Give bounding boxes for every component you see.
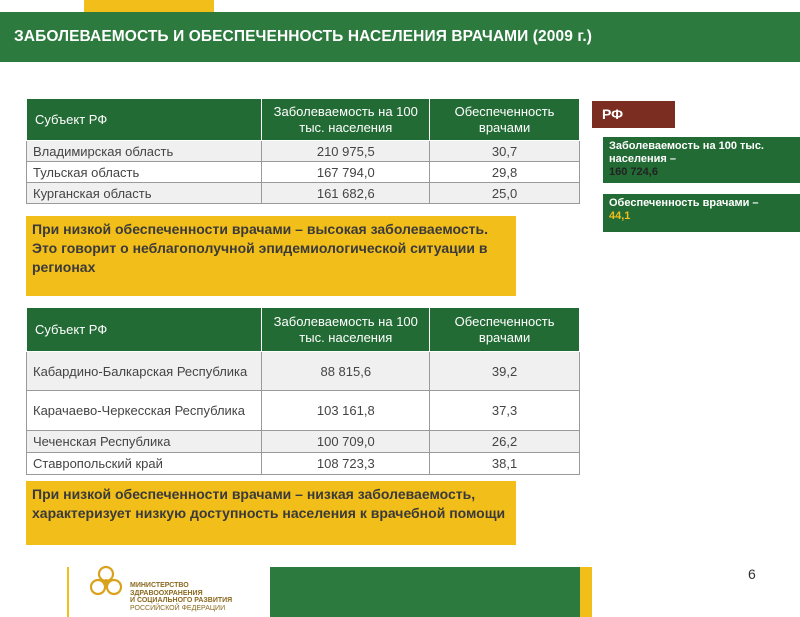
rf-morbidity-box (603, 137, 800, 183)
cell-provision: 39,2 (430, 352, 580, 391)
cell-subject: Кабардино-Балкарская Республика (27, 352, 262, 391)
top-decor-yellow (84, 0, 214, 12)
ministry-logo-icon (86, 565, 126, 599)
cell-provision: 30,7 (430, 141, 580, 162)
rf-label: РФ (592, 101, 675, 128)
conclusion-note-high: При низкой обеспеченности врачами – высокая заболеваемость. Это говорит о неблагополучной эпидемиологической ситуации в регионах (26, 216, 516, 296)
cell-subject: Ставропольский край (27, 453, 262, 475)
table-row (27, 391, 580, 431)
cell-subject: Карачаево-Черкесская Республика (27, 391, 262, 431)
table-high-morbidity (26, 98, 580, 204)
header-provision: Обеспеченность врачами (430, 99, 580, 141)
cell-morbidity: 167 794,0 (262, 162, 430, 183)
table-row (27, 352, 580, 391)
cell-morbidity: 161 682,6 (262, 183, 430, 204)
cell-provision: 25,0 (430, 183, 580, 204)
table-row (27, 453, 580, 475)
header-subject: Субъект РФ (27, 308, 262, 352)
rf-provision-value: 44,1 (609, 210, 631, 222)
table-row (27, 431, 580, 453)
title-bar (0, 12, 800, 62)
rf-morbidity-label: Заболеваемость на 100 тыс. населения – (609, 140, 764, 165)
table-row (27, 162, 580, 183)
cell-subject: Владимирская область (27, 141, 262, 162)
header-morbidity: Заболеваемость на 100 тыс. населения (262, 99, 430, 141)
cell-morbidity: 88 815,6 (262, 352, 430, 391)
footer-bar-yellow (580, 567, 592, 617)
cell-provision: 26,2 (430, 431, 580, 453)
conclusion-note-low: При низкой обеспеченности врачами – низкая заболеваемость, характеризует низкую доступность населения к врачебной помощи (26, 481, 516, 545)
slide-title: ЗАБОЛЕВАЕМОСТЬ И ОБЕСПЕЧЕННОСТЬ НАСЕЛЕНИЯ ВРАЧАМИ (2009 г.) (14, 28, 592, 45)
footer-bar-green (270, 567, 580, 617)
rf-morbidity-value: 160 724,6 (609, 166, 658, 178)
header-subject: Субъект РФ (27, 99, 262, 141)
table-header-row (27, 308, 580, 352)
footer-divider (67, 567, 69, 617)
cell-subject: Чеченская Республика (27, 431, 262, 453)
table-low-morbidity (26, 307, 580, 475)
header-morbidity: Заболеваемость на 100 тыс. населения (262, 308, 430, 352)
table-header-row (27, 99, 580, 141)
rf-provision-box (603, 194, 800, 232)
cell-subject: Курганская область (27, 183, 262, 204)
cell-morbidity: 108 723,3 (262, 453, 430, 475)
page-number: 6 (748, 566, 756, 582)
header-provision: Обеспеченность врачами (430, 308, 580, 352)
cell-provision: 37,3 (430, 391, 580, 431)
cell-morbidity: 210 975,5 (262, 141, 430, 162)
cell-morbidity: 100 709,0 (262, 431, 430, 453)
cell-subject: Тульская область (27, 162, 262, 183)
cell-provision: 29,8 (430, 162, 580, 183)
rf-provision-label: Обеспеченность врачами – (609, 197, 759, 209)
cell-provision: 38,1 (430, 453, 580, 475)
table-row (27, 141, 580, 162)
ministry-logo-text: МИНИСТЕРСТВО ЗДРАВООХРАНЕНИЯ И СОЦИАЛЬНОГО РАЗВИТИЯ РОССИЙСКОЙ ФЕДЕРАЦИИ (130, 582, 233, 612)
table-row (27, 183, 580, 204)
cell-morbidity: 103 161,8 (262, 391, 430, 431)
